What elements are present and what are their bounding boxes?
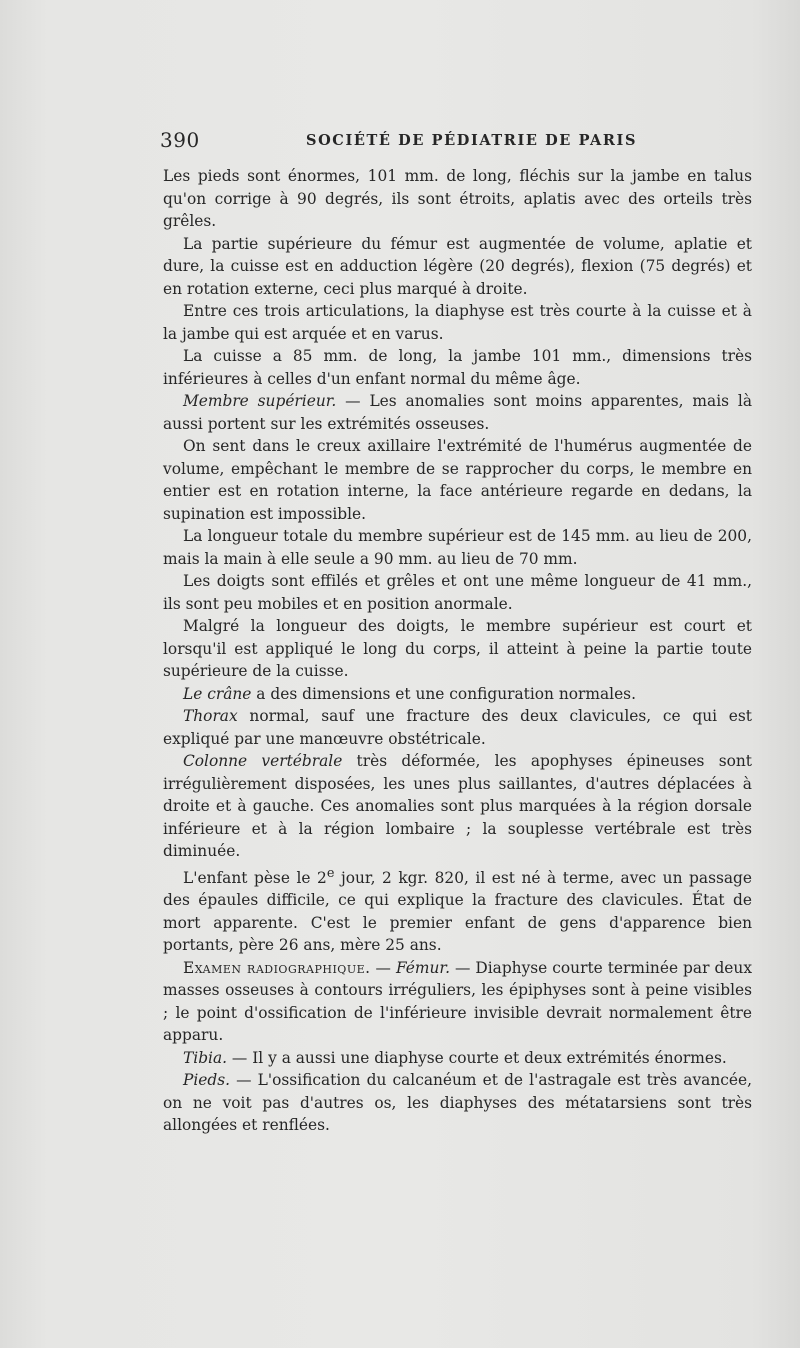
paragraph: [163, 233, 752, 301]
paragraph: [163, 615, 752, 683]
page-header: [160, 128, 752, 154]
paragraph: [163, 683, 752, 706]
page-number: 390: [160, 128, 200, 152]
paragraph: [163, 1069, 752, 1137]
paragraph: [163, 345, 752, 390]
dash: —: [370, 958, 396, 977]
section-label: Examen radiographique.: [183, 958, 371, 977]
paragraph: [163, 165, 752, 233]
paragraph: [163, 705, 752, 750]
paragraph-text: — Diaphyse courte terminée par deux masses osseuses à contours irréguliers, les épiphyses sont à peine visibles ; le point d'ossification de l'inférieure invisible devrait normalement être apparu.: [163, 958, 753, 1045]
section-label: Colonne vertébrale: [183, 752, 343, 770]
paragraph-text: Entre ces trois articulations, la diaphyse est très courte à la cuisse et à la jambe qui est arquée et en varus.: [163, 302, 752, 343]
body-text: [163, 165, 752, 1137]
paragraph-text: normal, sauf une fracture des deux clavicules, ce qui est expliqué par une manœuvre obstétricale.: [163, 707, 752, 748]
paragraph-text: jour, 2 kgr. 820, il est né à terme, avec un passage des épaules difficile, ce qui explique la fracture des clavicules. État de mort apparente. C'est le premier enfant de gens d'apparence bien portants, père 26 ans, mère 25 ans.: [163, 868, 752, 955]
paragraph: [163, 570, 752, 615]
paragraph-text: On sent dans le creux axillaire l'extrémité de l'humérus augmentée de volume, empêchant le membre de se rapprocher du corps, le membre en entier est en rotation interne, la face antérieure regarde en dedans, la supination est impossible.: [163, 437, 752, 523]
paragraph: [163, 390, 752, 435]
paragraph: [163, 1047, 752, 1070]
section-label: Pieds.: [183, 1071, 231, 1090]
paragraph-text: L'enfant pèse le 2: [183, 868, 327, 887]
paragraph-text: — L'ossification du calcanéum et de l'astragale est très avancée, on ne voit pas d'autres os, les diaphyses des métatarsiens sont très allongées et renflées.: [163, 1071, 752, 1135]
paragraph-text: Les pieds sont énormes, 101 mm. de long, fléchis sur la jambe en talus qu'on corrige à 90 degrés, ils sont étroits, aplatis avec des orteils très grêles.: [163, 167, 752, 230]
paragraph-text: La longueur totale du membre supérieur est de 145 mm. au lieu de 200, mais la main à elle seule a 90 mm. au lieu de 70 mm.: [163, 527, 752, 568]
superscript: e: [326, 865, 335, 881]
paragraph-text: Malgré la longueur des doigts, le membre supérieur est court et lorsqu'il est appliqué le long du corps, il atteint à peine la partie toute supérieure de la cuisse.: [163, 617, 752, 680]
section-label: Membre supérieur.: [183, 392, 337, 410]
running-title: SOCIÉTÉ DE PÉDIATRIE DE PARIS: [306, 132, 638, 149]
section-label: Fémur.: [395, 958, 450, 977]
paragraph-text: La partie supérieure du fémur est augmentée de volume, aplatie et dure, la cuisse est en adduction légère (20 degrés), flexion (75 degrés) et en rotation externe, ceci plus marqué à droite.: [163, 234, 752, 298]
section-label: Tibia.: [183, 1048, 228, 1067]
paragraph: [163, 750, 752, 863]
paragraph-text: — Les anomalies sont moins apparentes, mais là aussi portent sur les extrémités osseuses.: [163, 392, 752, 433]
paragraph-text: — Il y a aussi une diaphyse courte et deux extrémités énormes.: [227, 1048, 727, 1067]
paragraph-text: Les doigts sont effilés et grêles et ont une même longueur de 41 mm., ils sont peu mobiles et en position anormale.: [163, 572, 752, 613]
section-label: Thorax: [183, 707, 238, 725]
paragraph: [163, 525, 752, 570]
paragraph: [163, 957, 752, 1047]
paragraph-text: La cuisse a 85 mm. de long, la jambe 101 mm., dimensions très inférieures à celles d'un enfant normal du même âge.: [163, 347, 752, 388]
paragraph: [163, 300, 752, 345]
paragraph-text: a des dimensions et une configuration normales.: [251, 684, 636, 703]
paragraph: [163, 863, 752, 957]
paragraph: [163, 435, 752, 525]
section-label: Le crâne: [183, 684, 252, 703]
paragraph-text: très déformée, les apophyses épineuses sont irrégulièrement disposées, les unes plus saillantes, d'autres déplacées à droite et à gauche. Ces anomalies sont plus marquées à la région dorsale inférieure et à la région lombaire ; la souplesse vertébrale est très diminuée.: [163, 752, 752, 860]
